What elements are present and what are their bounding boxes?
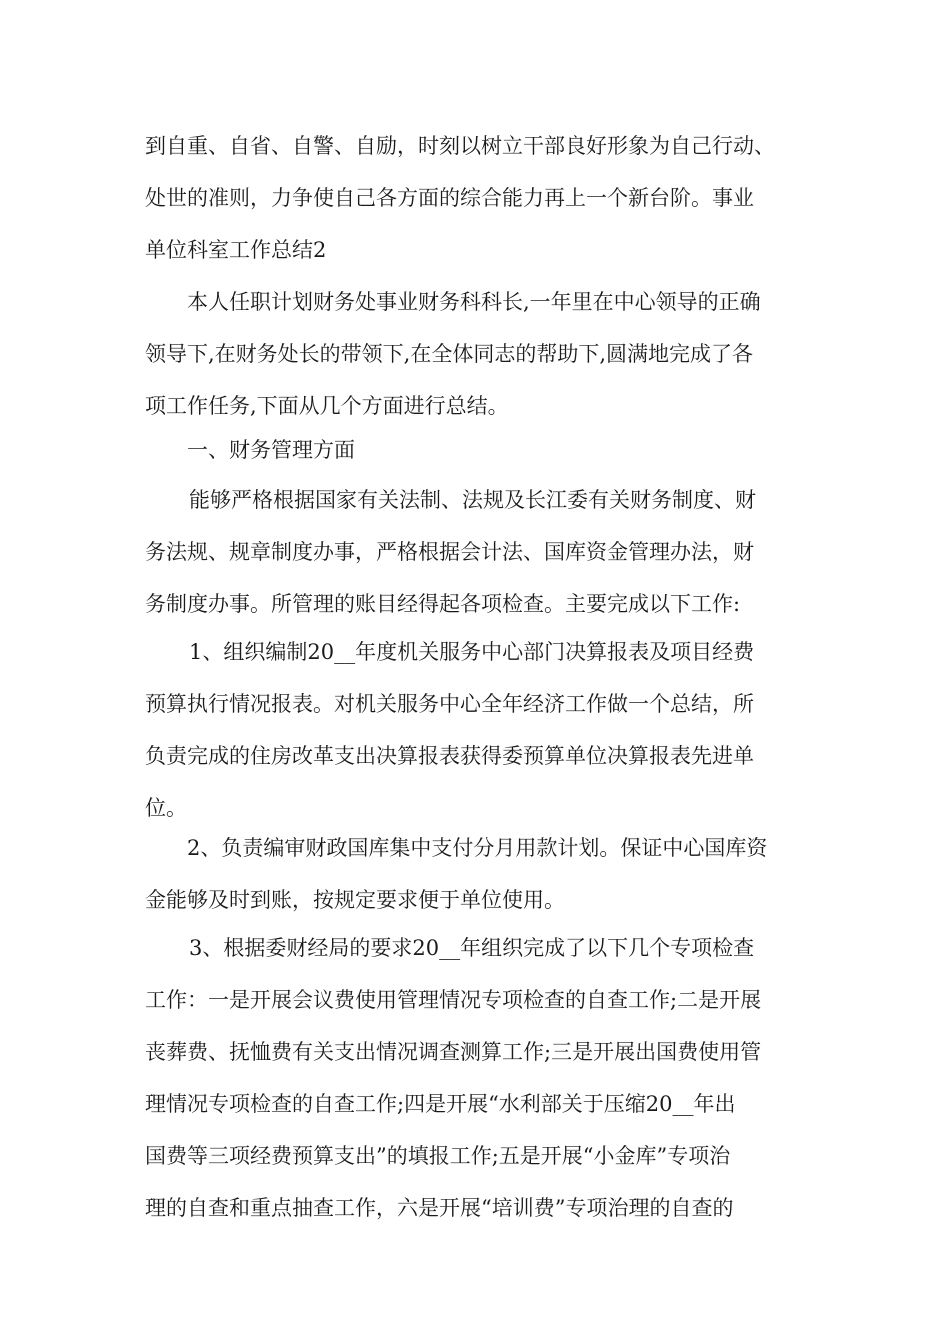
text-line: 处世的准则，力争使自己各方面的综合能力再上一个新台阶。事业 xyxy=(145,186,754,210)
text-line: 理情况专项检查的自查工作;四是开展“水利部关于压缩20__年出 xyxy=(145,1092,736,1116)
text-line: 金能够及时到账，按规定要求便于单位使用。 xyxy=(145,888,565,912)
text-line: 本人任职计划财务处事业财务科科长,一年里在中心领导的正确 xyxy=(187,290,761,314)
text-line: 负责完成的住房改革支出决算报表获得委预算单位决算报表先进单 xyxy=(145,744,754,768)
paragraph-finance xyxy=(145,474,825,630)
paragraph-item-2 xyxy=(145,822,825,926)
text-line: 领导下,在财务处长的带领下,在全体同志的帮助下,圆满地完成了各 xyxy=(145,342,754,366)
text-line: 项工作任务,下面从几个方面进行总结。 xyxy=(145,394,509,418)
text-line: 工作：一是开展会议费使用管理情况专项检查的自查工作;二是开展 xyxy=(145,988,762,1012)
text-line: 预算执行情况报表。对机关服务中心全年经济工作做一个总结，所 xyxy=(145,692,754,716)
text-line: 一、财务管理方面 xyxy=(187,438,355,462)
text-line: 2、负责编审财政国库集中支付分月用款计划。保证中心国库资 xyxy=(187,836,768,860)
text-line: 理的自查和重点抽查工作，六是开展“培训费”专项治理的自查的 xyxy=(145,1196,734,1220)
paragraph-item-3 xyxy=(145,922,825,1234)
text-line: 能够严格根据国家有关法制、法规及长江委有关财务制度、财 xyxy=(189,488,756,512)
paragraph-intro xyxy=(145,276,825,432)
text-line: 3、根据委财经局的要求20__年组织完成了以下几个专项检查 xyxy=(189,936,755,960)
text-line: 到自重、自省、自警、自励，时刻以树立干部良好形象为自己行动、 xyxy=(145,134,775,158)
text-line: 1、组织编制20__年度机关服务中心部门决算报表及项目经费 xyxy=(189,640,755,664)
text-line: 位。 xyxy=(145,796,187,820)
text-line: 务制度办事。所管理的账目经得起各项检查。主要完成以下工作: xyxy=(145,592,741,616)
text-line: 务法规、规章制度办事，严格根据会计法、国库资金管理办法，财 xyxy=(145,540,754,564)
paragraph-item-1 xyxy=(145,626,825,834)
text-line: 丧葬费、抚恤费有关支出情况调查测算工作;三是开展出国费使用管 xyxy=(145,1040,762,1064)
section-heading xyxy=(145,424,825,476)
text-line: 单位科室工作总结2 xyxy=(145,238,327,262)
text-line: 国费等三项经费预算支出”的填报工作;五是开展“小金库”专项治 xyxy=(145,1144,731,1168)
paragraph-continuation xyxy=(145,120,825,276)
